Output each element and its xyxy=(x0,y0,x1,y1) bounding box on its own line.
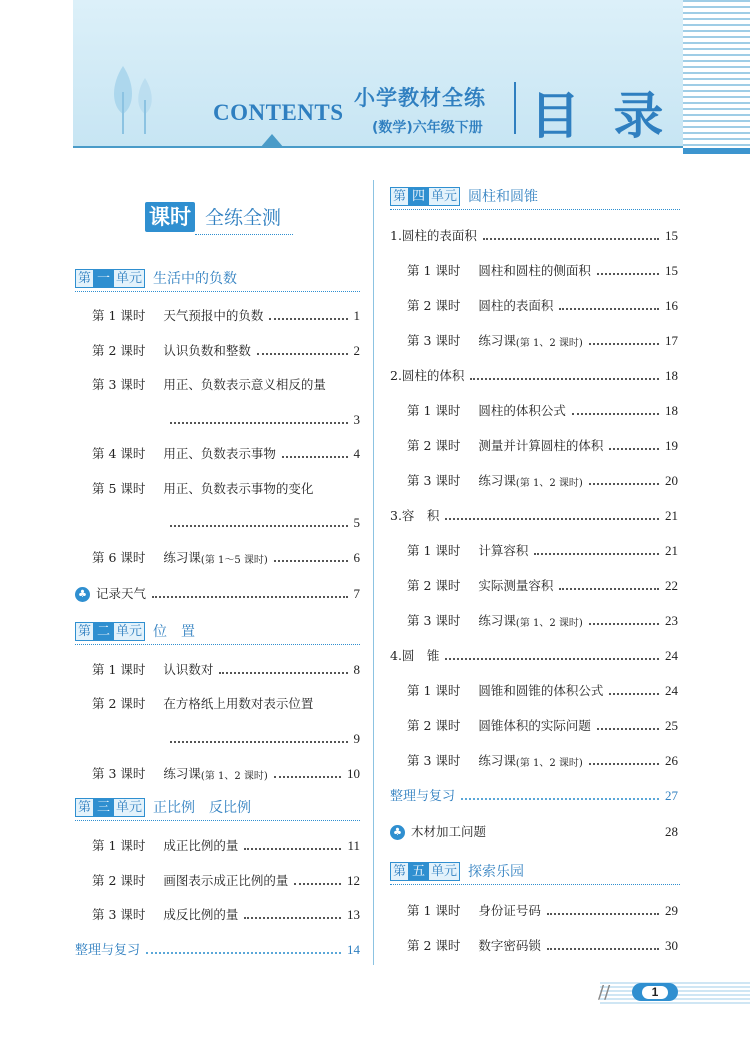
review-entry[interactable]: 整理与复习 27 xyxy=(390,788,678,804)
toc-entry-continued[interactable]: 3 xyxy=(170,408,360,428)
activity-entry[interactable]: ♣ 木材加工问题 28 xyxy=(390,820,678,840)
contents-heading: CONTENTS xyxy=(213,100,344,125)
unit-3-title: 正比例 反比例 xyxy=(153,800,252,816)
toc-entry[interactable]: 第 2 课时 数字密码锁 30 xyxy=(407,938,678,953)
book-title: 小学教材全练 xyxy=(354,86,486,110)
toc-entry[interactable]: 第 1 课时 身份证号码 29 xyxy=(407,903,678,918)
toc-entry[interactable]: 第 1 课时 圆柱和圆柱的侧面积 15 xyxy=(407,263,678,278)
toc-entry[interactable]: 第 1 课时 天气预报中的负数 1 xyxy=(92,308,360,323)
activity-icon: ♣ xyxy=(390,825,405,840)
toc-entry-continued[interactable]: 5 xyxy=(170,511,360,531)
unit-2-underline xyxy=(75,644,360,645)
activity-icon: ♣ xyxy=(75,587,90,602)
banner-pointer xyxy=(260,134,284,148)
toc-entry[interactable]: 第 2 课时 在方格纸上用数对表示位置 xyxy=(92,696,314,711)
toc-entry[interactable]: 第 3 课时 用正、负数表示意义相反的量 xyxy=(92,377,326,392)
toc-entry[interactable]: 第 2 课时 测量并计算圆柱的体积 19 xyxy=(407,438,678,453)
unit-4-title: 圆柱和圆锥 xyxy=(468,189,539,205)
toc-entry[interactable]: 第 1 课时 圆锥和圆锥的体积公式 24 xyxy=(407,683,678,698)
toc-entry[interactable]: 第 6 课时 练习课 (第 1～5 课时) 6 xyxy=(92,550,360,566)
unit-3-underline xyxy=(75,820,360,821)
toc-entry[interactable]: 第 2 课时 认识负数和整数 2 xyxy=(92,343,360,358)
toc-entry[interactable]: 第 3 课时 练习课 (第 1、2 课时) 26 xyxy=(407,753,678,769)
unit-5-underline xyxy=(390,884,680,885)
toc-entry[interactable]: 第 1 课时 圆柱的体积公式 18 xyxy=(407,403,678,418)
toc-entry[interactable]: 第 2 课时 实际测量容积 22 xyxy=(407,578,678,593)
toc-entry[interactable]: 第 2 课时 画图表示成正比例的量 12 xyxy=(92,873,360,888)
header-side-block xyxy=(683,148,750,154)
toc-entry[interactable]: 第 5 课时 用正、负数表示事物的变化 xyxy=(92,481,314,496)
unit-5-title: 探索乐园 xyxy=(468,864,525,880)
unit-5-header[interactable]: 第 五 单元 探索乐园 xyxy=(390,861,524,881)
toc-entry[interactable]: 第 1 课时 计算容积 21 xyxy=(407,543,678,558)
toc-entry-continued[interactable]: 9 xyxy=(170,727,360,747)
badge-underline xyxy=(195,234,293,235)
toc-entry[interactable]: 第 3 课时 练习课 (第 1、2 课时) 23 xyxy=(407,613,678,629)
toc-entry[interactable]: 第 3 课时 练习课 (第 1、2 课时) 17 xyxy=(407,333,678,349)
toc-entry[interactable]: 第 3 课时 成反比例的量 13 xyxy=(92,907,360,922)
toc-entry[interactable]: 第 1 课时 认识数对 8 xyxy=(92,662,360,677)
header-divider xyxy=(514,82,516,134)
toc-section[interactable]: 4.圆 锥 24 xyxy=(390,648,678,663)
toc-entry[interactable]: 第 3 课时 练习课 (第 1、2 课时) 20 xyxy=(407,473,678,489)
toc-section[interactable]: 2.圆柱的体积 18 xyxy=(390,368,678,383)
unit-1-header[interactable]: 第 一 单元 生活中的负数 xyxy=(75,268,237,288)
review-entry[interactable]: 整理与复习 14 xyxy=(75,942,360,958)
trees-decoration-icon xyxy=(105,62,165,134)
unit-1-underline xyxy=(75,291,360,292)
unit-1-title: 生活中的负数 xyxy=(153,271,238,287)
page-title: 目 录 xyxy=(530,87,672,145)
unit-4-underline xyxy=(390,209,680,210)
column-divider xyxy=(373,180,374,965)
header-stripes xyxy=(683,0,750,150)
book-subtitle: (数学)六年级下册 xyxy=(372,120,483,136)
section-badge: 课时 xyxy=(145,202,195,232)
activity-entry[interactable]: ♣ 记录天气 7 xyxy=(75,582,360,602)
page-number: 1 xyxy=(632,983,678,1001)
toc-entry[interactable]: 第 1 课时 成正比例的量 11 xyxy=(92,838,360,853)
footer-slash-icon: // xyxy=(598,982,611,1003)
unit-2-title: 位 置 xyxy=(153,624,196,640)
unit-4-header[interactable]: 第 四 单元 圆柱和圆锥 xyxy=(390,186,538,206)
section-badge-text: 全练全测 xyxy=(205,207,282,229)
toc-entry[interactable]: 第 2 课时 圆柱的表面积 16 xyxy=(407,298,678,313)
toc-entry[interactable]: 第 4 课时 用正、负数表示事物 4 xyxy=(92,446,360,461)
toc-section[interactable]: 1.圆柱的表面积 15 xyxy=(390,228,678,243)
toc-entry[interactable]: 第 3 课时 练习课 (第 1、2 课时) 10 xyxy=(92,766,360,782)
unit-3-header[interactable]: 第 三 单元 正比例 反比例 xyxy=(75,797,251,817)
toc-entry[interactable]: 第 2 课时 圆锥体积的实际问题 25 xyxy=(407,718,678,733)
toc-section[interactable]: 3.容 积 21 xyxy=(390,508,678,523)
unit-2-header[interactable]: 第 二 单元 位 置 xyxy=(75,621,195,641)
